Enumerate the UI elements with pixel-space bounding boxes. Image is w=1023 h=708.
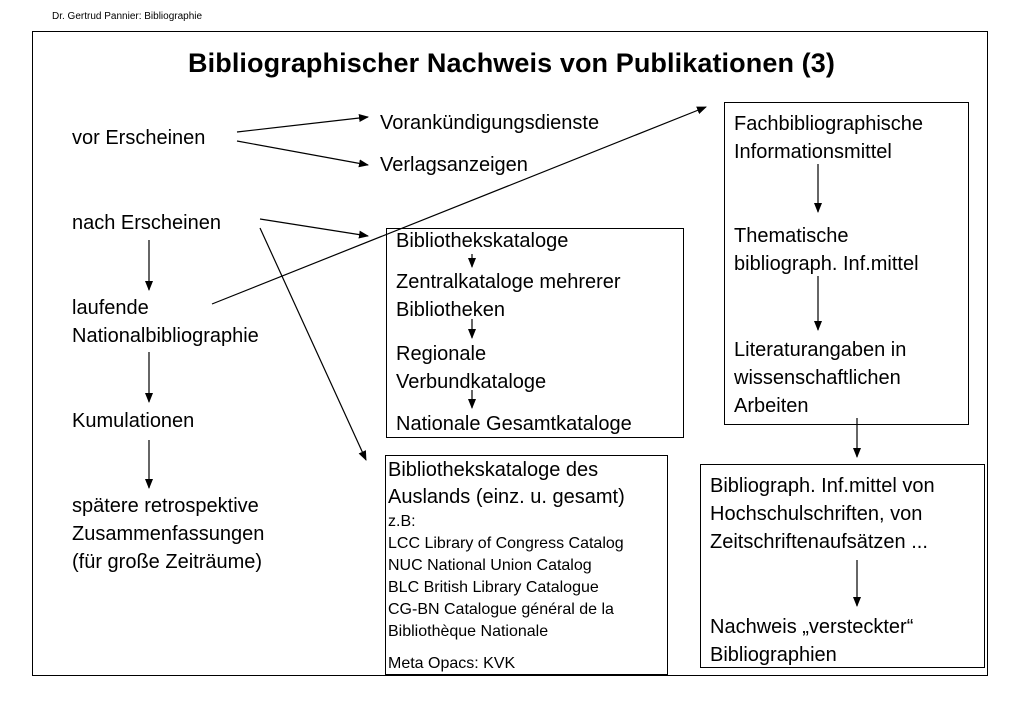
verlagsanzeigen-label: Verlagsanzeigen	[380, 154, 528, 176]
nuc-label: NUC National Union Catalog	[388, 557, 592, 574]
zb-label: z.B:	[388, 513, 416, 530]
hochschulschriften-label-3: Zeitschriftenaufsätzen ...	[710, 531, 928, 553]
bibliothekskataloge-box	[386, 228, 684, 438]
ausland-label-2: Auslands (einz. u. gesamt)	[388, 486, 625, 508]
page-header: Dr. Gertrud Pannier: Bibliographie	[52, 11, 203, 22]
bibliothekskataloge-label: Bibliothekskataloge	[396, 230, 569, 252]
fachbibliographie-label-1: Fachbibliographische	[734, 113, 924, 135]
vor-erscheinen-label: vor Erscheinen	[72, 127, 206, 149]
cgbn-label-1: CG-BN Catalogue général de la	[388, 601, 614, 618]
spaetere-label-2: Zusammenfassungen	[72, 523, 265, 545]
zentralkataloge-label-2: Bibliotheken	[396, 299, 505, 321]
thematische-label-2: bibliograph. Inf.mittel	[734, 253, 919, 275]
vorankuendigung-label: Vorankündigungsdienste	[380, 112, 600, 134]
literaturangaben-label-2: wissenschaftlichen	[734, 367, 901, 389]
spaetere-label-3: (für große Zeiträume)	[72, 551, 263, 573]
thematische-label-1: Thematische	[734, 225, 849, 247]
ausland-label-1: Bibliothekskataloge des	[388, 459, 599, 481]
laufende-label-1: laufende	[72, 297, 149, 319]
regionale-label-1: Regionale	[396, 343, 487, 365]
meta-opacs-label: Meta Opacs: KVK	[388, 655, 516, 672]
spaetere-label-1: spätere retrospektive	[72, 495, 259, 517]
kumulationen-label: Kumulationen	[72, 410, 195, 432]
cgbn-label-2: Bibliothèque Nationale	[388, 623, 549, 640]
literaturangaben-label-1: Literaturangaben in	[734, 339, 907, 361]
laufende-label-2: Nationalbibliographie	[72, 325, 259, 347]
nach-erscheinen-label: nach Erscheinen	[72, 212, 221, 234]
literaturangaben-label-3: Arbeiten	[734, 395, 809, 417]
blc-label: BLC British Library Catalogue	[388, 579, 599, 596]
hochschulschriften-label-1: Bibliograph. Inf.mittel von	[710, 475, 935, 497]
slide-title: Bibliographischer Nachweis von Publikationen (3)	[188, 48, 835, 78]
nationale-label: Nationale Gesamtkataloge	[396, 413, 632, 435]
zentralkataloge-label-1: Zentralkataloge mehrerer	[396, 271, 621, 293]
hochschulschriften-label-2: Hochschulschriften, von	[710, 503, 923, 525]
fachbibliographie-label-2: Informationsmittel	[734, 141, 892, 163]
regionale-label-2: Verbundkataloge	[396, 371, 547, 393]
lcc-label: LCC Library of Congress Catalog	[388, 535, 624, 552]
versteckt-label-2: Bibliographien	[710, 644, 837, 666]
versteckt-label-1: Nachweis „versteckter“	[710, 616, 914, 638]
